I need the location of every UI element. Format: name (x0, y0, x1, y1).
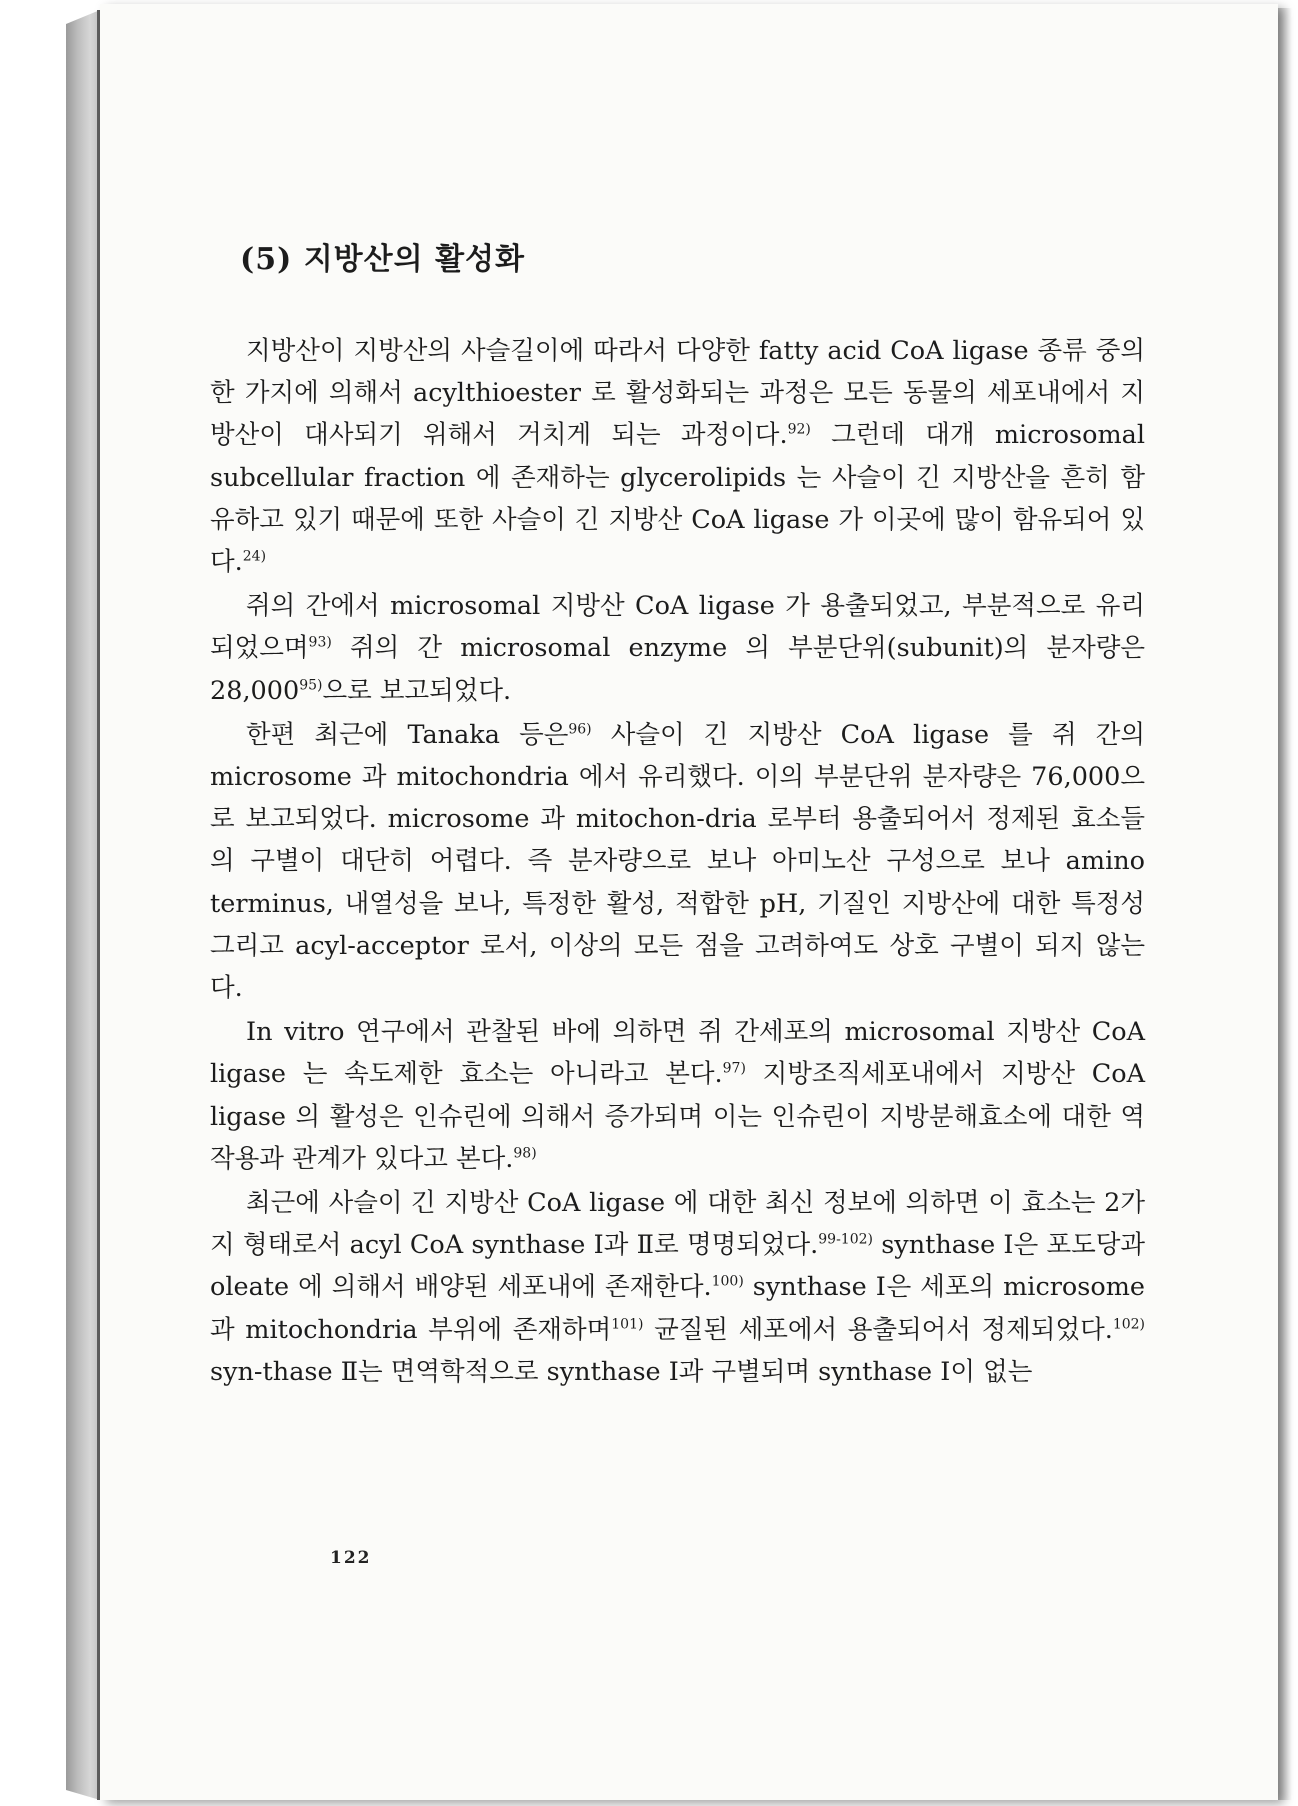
paragraph-text: 쥐의 간 microsomal enzyme 의 부분단위(subunit)의 분자량은 28,000 (210, 633, 1145, 706)
citation-superscript: 97) (722, 1060, 746, 1077)
citation-superscript: 95) (299, 677, 323, 694)
citation-superscript: 100) (711, 1273, 744, 1290)
paragraph-text: 균질된 세포에서 용출되어서 정제되었다. (643, 1314, 1113, 1345)
citation-superscript: 99-102) (818, 1231, 873, 1248)
body-paragraph (210, 1182, 1145, 1393)
paragraph-container (210, 330, 1145, 1393)
citation-superscript: 102) (1112, 1316, 1146, 1333)
paragraph-text: 지방조직세포내에서 지방산 CoA ligase 의 활성은 인슈린에 의해서 증가되며 이는 인슈린이 지방분해효소에 대한 역작용과 관계가 있다고 본다. (210, 1059, 1145, 1174)
page-number: 122 (330, 1548, 372, 1568)
citation-superscript: 93) (308, 634, 332, 651)
page-shadow (1278, 8, 1292, 1800)
book-spine (66, 10, 100, 1800)
paragraph-text: 사슬이 긴 지방산 CoA ligase 를 쥐 간의 microsome 과 mitochondria 에서 유리했다. 이의 부분단위 분자량은 76,000으로 보고되었다. microsome 과 mitochon-dria 로부터 용출되어서 정제된 효소들의 구별이 대단히 어렵다. 즉 분자량으로 보나 아미노산 구성으로 보나 amino terminus, 내열성을 보나, 특정한 활성, 적합한 pH, 기질인 지방산에 대한 특정성 그리고 acyl-acceptor 로서, 이상의 모든 점을 고려하여도 상호 구별이 되지 않는다. (210, 719, 1145, 1004)
paragraph-text: 지방산이 지방산의 사슬길이에 따라서 다양한 fatty acid CoA ligase 종류 중의 한 가지에 의해서 acylthioester 로 활성화되는 과정은 모든 동물의 세포내에서 지방산이 대사되기 위해서 거치게 되는 과정이다. (210, 336, 1145, 451)
paragraph-text: 최근에 사슬이 긴 지방산 CoA ligase 에 대한 최신 정보에 의하면 이 효소는 2가지 형태로서 acyl CoA synthase Ⅰ과 Ⅱ로 명명되었다. (210, 1188, 1145, 1261)
citation-superscript: 98) (513, 1145, 537, 1162)
paragraph-text: synthase Ⅰ은 포도당과 oleate 에 의해서 배양된 세포내에 존재한다. (210, 1230, 1145, 1303)
paragraph-text: In vitro 연구에서 관찰된 바에 의하면 쥐 간세포의 microsomal 지방산 CoA ligase 는 속도제한 효소는 아니라고 본다. (210, 1017, 1145, 1090)
paragraph-text: synthase Ⅰ은 세포의 microsome 과 mitochondria 부위에 존재하며 (210, 1272, 1145, 1345)
paragraph-text: syn-thase Ⅱ는 면역학적으로 synthase Ⅰ과 구별되며 synthase Ⅰ이 없는 (210, 1356, 1033, 1387)
paragraph-text: 그런데 대개 microsomal subcellular fraction 에 존재하는 glycerolipids 는 사슬이 긴 지방산을 흔히 함유하고 있기 때문에 또한 사슬이 긴 지방산 CoA ligase 가 이곳에 많이 함유되어 있다. (210, 420, 1145, 578)
citation-superscript: 96) (568, 721, 592, 738)
section-heading: (5) 지방산의 활성화 (240, 242, 526, 277)
paragraph-text: 쥐의 간에서 microsomal 지방산 CoA ligase 가 용출되었고, 부분적으로 유리되었으며 (210, 591, 1145, 664)
body-paragraph (210, 330, 1145, 583)
body-paragraph (210, 1011, 1145, 1180)
citation-superscript: 24) (242, 548, 267, 565)
paragraph-text: 한편 최근에 Tanaka 등은 (246, 719, 569, 750)
body-paragraph (210, 585, 1145, 712)
body-paragraph (210, 714, 1145, 1009)
citation-superscript: 101) (611, 1316, 644, 1333)
citation-superscript: 92) (787, 421, 811, 438)
page-body (210, 240, 1145, 1393)
paragraph-text: 으로 보고되었다. (322, 675, 512, 706)
